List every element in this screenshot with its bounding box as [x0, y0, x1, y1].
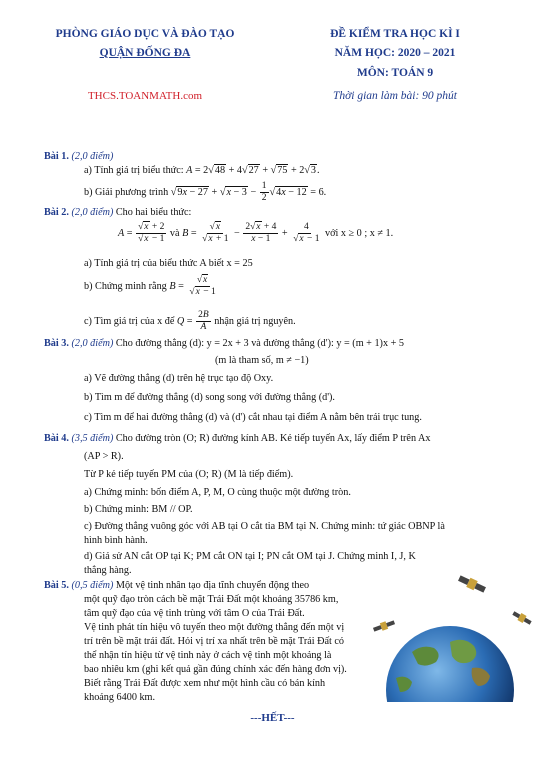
q1-a-text: a) Tính giá trị biểu thức: [84, 165, 184, 176]
q4-c1: c) Đường thẳng vuông góc với AB tại O cắt tia BM tại N. Chứng minh: tứ giác OBNP là [84, 521, 445, 532]
q4-intro: Cho đường tròn (O; R) đường kính AB. Kẻ tiếp tuyến Ax, lấy điểm P trên Ax [115, 433, 431, 444]
q2-label: Bài 2. [44, 207, 69, 218]
q3-b: b) Tìm m để đường thẳng (d) song song với đường thẳng (d'). [84, 392, 335, 403]
subject: MÔN: TOÁN 9 [356, 67, 434, 79]
q2-intro: Cho hai biểu thức: [115, 207, 192, 218]
satellite-icon [511, 610, 532, 627]
q5-points: (0,5 điểm) [71, 580, 114, 591]
q2-c-text: c) Tìm giá trị của x để [84, 315, 175, 327]
q3-param: (m là tham số, m ≠ −1) [215, 355, 309, 366]
dept-name: PHÒNG GIÁO DỤC VÀ ĐÀO TẠO [55, 28, 235, 40]
q5-line-4: trí trên bề mặt trái đất. Hỏi vị trí xa nhất trên bề mặt Trái Đất có [84, 636, 344, 647]
website-text: THCS.TOANMATH.com [87, 90, 203, 102]
q4-b: b) Chứng minh: BM // OP. [84, 504, 193, 515]
district-name: QUẬN ĐỐNG ĐA [99, 47, 191, 59]
satellite-icon [457, 574, 487, 595]
q3-points: (2,0 điểm) [71, 338, 114, 349]
q1-b [84, 181, 326, 204]
q5-line-3: Vệ tinh phát tín hiệu vô tuyến theo một đường thẳng đến một vị [84, 622, 345, 633]
q2-b: b) Chứng minh rằng B = $\frac{√x}{√x - 1}$ [84, 275, 216, 297]
q2-points: (2,0 điểm) [71, 207, 114, 218]
satellite-icon [372, 618, 395, 633]
q4-label: Bài 4. [44, 433, 69, 444]
time-limit: Thời gian làm bài: 90 phút [332, 90, 458, 102]
q5-line-6: bao nhiêu km (ghi kết quả gần đúng chính xác đến hàng đơn vị). [84, 664, 347, 675]
earth-satellite-illustration [372, 572, 532, 702]
q3-a: a) Vẽ đường thẳng (d) trên hệ trục tạo độ Oxy. [84, 373, 274, 384]
q4-d2: thẳng hàng. [84, 565, 132, 576]
q5-line-0: Một vệ tinh nhân tạo địa tĩnh chuyển động theo [115, 580, 310, 591]
q2-condition: với x ≥ 0 ; x ≠ 1. [325, 227, 394, 239]
q3-heading [44, 336, 404, 351]
q3-label: Bài 3. [44, 338, 69, 349]
q4-intro2: (AP > R). [84, 451, 124, 462]
q2-c-text2: nhận giá trị nguyên. [214, 315, 296, 327]
q1-a: a) Tính giá trị biểu thức: A = 2√48 + 4√27 + √75 + 2√3. [84, 165, 320, 176]
q5-line-1: một quỹ đạo tròn cách bề mặt Trái Đất một khoảng 35786 km, [84, 594, 339, 605]
q4-d1: d) Giả sử AN cắt OP tại K; PM cắt ON tại I; PN cắt OM tại J. Chứng minh I, J, K [84, 551, 416, 562]
q1-b-formula: √9x − 27 + √x − 3 − $\frac{1}{2}$ √4x − 12 = 6. [170, 181, 327, 203]
q1-points: (2,0 điểm) [71, 151, 114, 162]
q2-c: c) Tìm giá trị của x để Q = $\frac{2B}{A}$ nhận giá trị nguyên. [84, 310, 296, 332]
q4-a: a) Chứng minh: bốn điểm A, P, M, O cùng thuộc một đường tròn. [84, 487, 351, 498]
q4-c2: hình bình hành. [84, 535, 148, 546]
q5-line-7: Biết rằng Trái Đất được xem như một hình cầu có bán kính [84, 678, 326, 689]
q3-intro: Cho đường thẳng (d): y = 2x + 3 và đường thẳng (d'): y = (m + 1)x + 5 [115, 338, 404, 349]
q5-label: Bài 5. [44, 580, 69, 591]
q4-heading [44, 431, 430, 446]
q2-b-text: b) Chứng minh rằng [84, 280, 167, 292]
q2-heading [44, 205, 191, 220]
q5-line-5: thể nhận tín hiệu từ vệ tinh này ở cách vệ tinh một khoảng là [84, 650, 332, 661]
q1-heading [44, 149, 113, 164]
q1-label: Bài 1. [44, 151, 69, 162]
q3-c: c) Tìm m để hai đường thẳng (d) và (d') cắt nhau tại điểm A nằm bên trái trục tung. [84, 412, 422, 423]
q5-heading [44, 578, 309, 593]
end-marker: ---HẾT--- [250, 712, 295, 724]
q5-line-8: khoảng 6400 km. [84, 692, 156, 703]
exam-title: ĐỀ KIỂM TRA HỌC KÌ I [330, 28, 460, 40]
q5-line-2: tâm quỹ đạo của vệ tinh trùng với tâm O của Trái Đất. [84, 608, 305, 619]
q4-intro3: Từ P kẻ tiếp tuyến PM của (O; R) (M là tiếp điểm). [84, 469, 294, 480]
q1-a-formula: A [186, 165, 193, 176]
q1-b-text: b) Giải phương trình [84, 186, 169, 198]
school-year: NĂM HỌC: 2020 – 2021 [334, 47, 456, 59]
q2-expressions: A = $\frac{√x + 2}{√x - 1}$ và B = $\frac{√x}{√x + 1}$ − $\frac{2√x + 4}{x - 1}$ + $\frac{4}{√x - 1}$ với x ≥ 0 ; x ≠ 1. [118, 222, 394, 244]
q2-a: a) Tính giá trị của biểu thức A biết x = 25 [84, 258, 253, 269]
q4-points: (3,5 điểm) [71, 433, 114, 444]
